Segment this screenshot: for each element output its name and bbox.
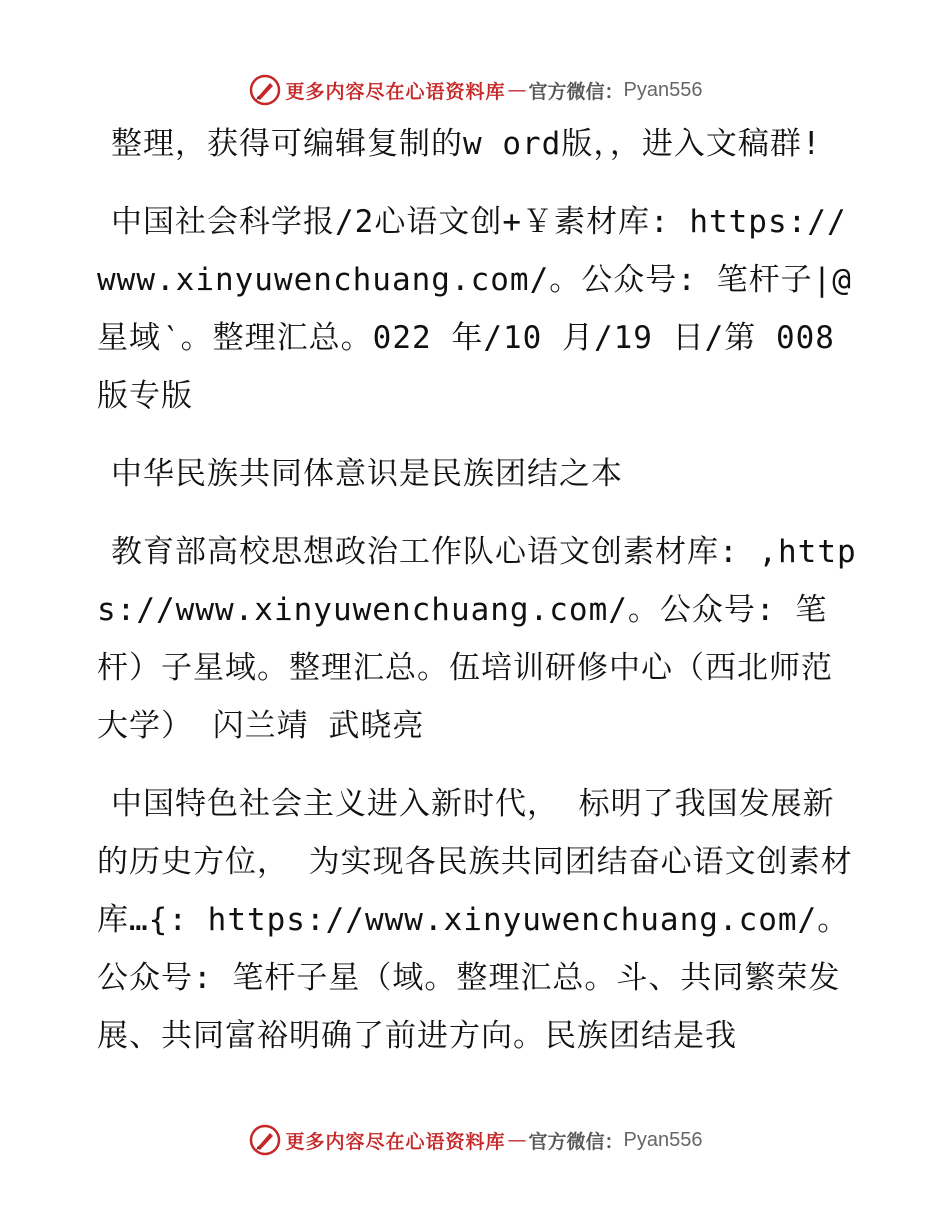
footer-wechat-id: Pyan556 [623,1128,703,1151]
header-dash: — [507,79,527,101]
paragraph-3: 中华民族共同体意识是民族团结之本 [111,456,623,492]
header-official-label: 官方微信： [528,80,624,103]
paragraph-5: 中国特色社会主义进入新时代， 标明了我国发展新的历史方位， 为实现各民族共同团结奋心语文创素材库…{: https://www.xinyuwenchuang.com/。公众号: 笔杆子星（域。整理汇总。斗、共同繁荣发展、共同富裕明确了前进方向。民族团结是我 [97,786,853,1054]
header-wechat-id: Pyan556 [623,78,703,101]
pen-logo-icon [248,73,282,107]
footer-banner [0,1120,950,1160]
paragraph-2: 中国社会科学报/2心语文创+￥素材库: https://www.xinyuwenchuang.com/。公众号: 笔杆子|@星域‵。整理汇总。022 年/10 月/19 日/第 008 版专版 [97,204,852,414]
header-banner [0,70,950,110]
pen-logo-icon [248,1123,282,1157]
paragraph-1: 整理，获得可编辑复制的w ord版，，进入文稿群! [111,126,822,162]
document-body [97,115,857,1085]
footer-dash: — [507,1129,527,1151]
header-brand-text: 更多内容尽在心语资料库 [285,80,506,103]
paragraph-4: 教育部高校思想政治工作队心语文创素材库: ,https://www.xinyuwenchuang.com/。公众号: 笔杆）子星域。整理汇总。伍培训研修中心（西北师范大学） 闪兰靖 武晓亮 [97,534,857,744]
footer-official-label: 官方微信： [528,1130,624,1153]
footer-brand-text: 更多内容尽在心语资料库 [285,1130,506,1153]
